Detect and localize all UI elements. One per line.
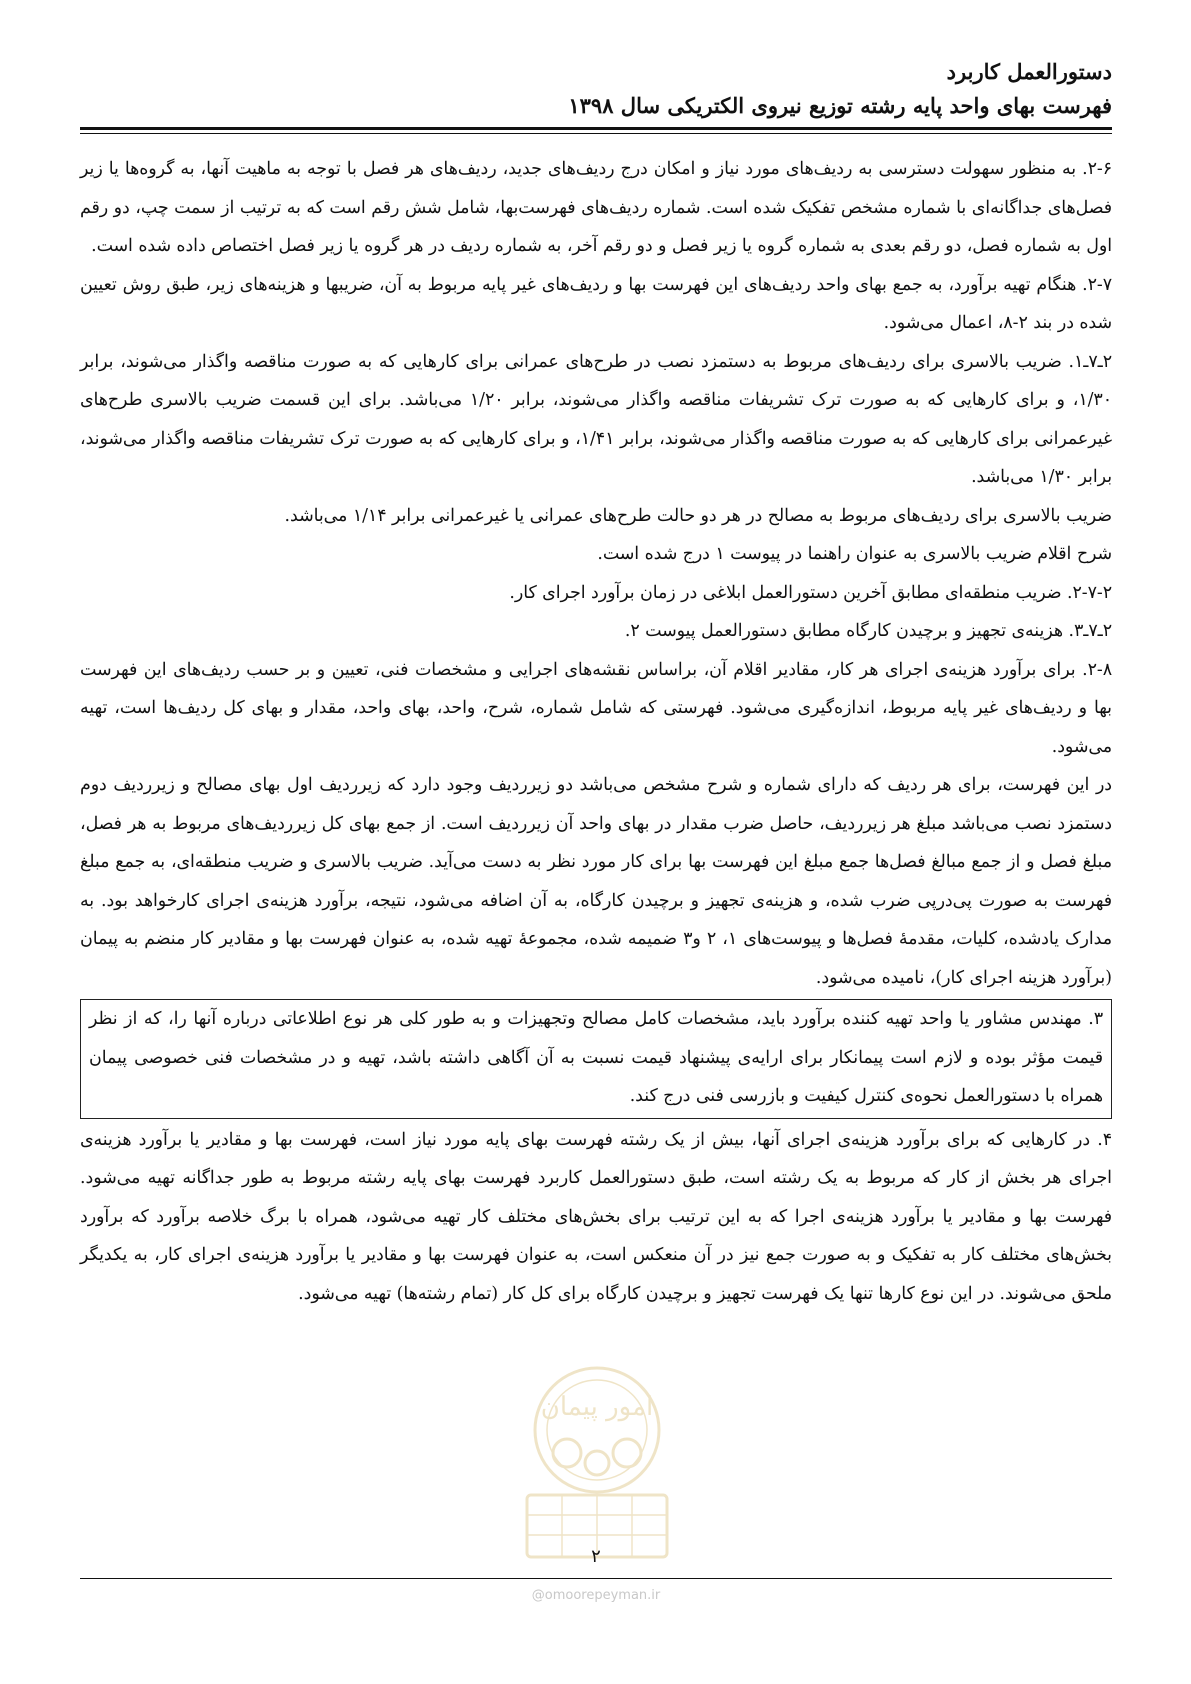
header-double-rule (80, 127, 1112, 134)
page-footer (80, 1546, 1112, 1603)
website-link[interactable]: @omoorepeyman.ir (531, 1588, 661, 1603)
footer-rule (80, 1578, 1112, 1579)
watermark-text: امور پیمان (540, 1392, 654, 1422)
paragraph-overhead-appendix: شرح اقلام ضریب بالاسری به عنوان راهنما در پیوست ۱ درج شده است. (597, 544, 1112, 564)
header-title: دستورالعمل کاربرد (946, 59, 1112, 84)
paragraph-2-7-2: ۲-۷-۲. ضریب منطقه‌ای مطابق آخرین دستورالعمل ابلاغی در زمان برآورد اجرای کار. (509, 582, 1112, 603)
page-header (80, 55, 1112, 123)
document-body (80, 150, 1112, 1313)
paragraph-2-7-1: ۲ـ۷ـ۱. ضریب بالاسری برای ردیف‌های مربوط به دستمزد نصب در طرح‌های عمرانی برای کارهایی که به صورت مناقصه واگذار می‌شوند، برابر ۱/۳۰، و برای کارهایی که به صورت ترک تشریفات مناقصه واگذار می‌شوند، برابر ۱/۲۰ می‌باشد. برای این قسمت ضریب بالاسری طرح‌های غیرعمرانی برای کارهایی که به صورت مناقصه واگذار می‌شوند، برابر ۱/۴۱، و برای کارهایی که به صورت ترک تشریفات مناقصه واگذار می‌شوند، برابر ۱/۳۰ می‌باشد. (80, 351, 1112, 487)
document-page (80, 55, 1112, 1635)
header-subtitle: فهرست بهای واحد پایه رشته توزیع نیروی الکتریکی سال ۱۳۹۸ (568, 93, 1112, 118)
paragraph-2-7: ۲-۷. هنگام تهیه برآورد، به جمع بهای واحد ردیف‌های این فهرست بها و ردیف‌های غیر پایه مربوط به آن، ضریبها و هزینه‌های زیر، طبق روش تعیین شده در بند ۲-۸، اعمال می‌شود. (80, 274, 1112, 333)
page-number: ۲ (591, 1546, 601, 1567)
paragraph-list-explanation: در این فهرست، برای هر ردیف که دارای شماره و شرح مشخص می‌باشد دو زیرردیف وجود دارد که زیرردیف اول بهای مصالح و زیرردیف دوم دستمزد نصب می‌باشد مبلغ هر زیرردیف، حاصل ضرب مقدار در بهای واحد آن زیرردیف است. از جمع بهای کل زیرردیف‌های مربوط به هر فصل، مبلغ فصل و از جمع مبالغ فصل‌ها جمع مبلغ این فهرست بها برای کار مورد نظر به دست می‌آید. ضریب بالاسری و ضریب منطقه‌ای، به جمع مبلغ فهرست به صورت پی‌درپی ضرب شده، و هزینه‌ی تجهیز و برچیدن کارگاه، به آن اضافه می‌شود، نتیجه، برآورد هزینه‌ی اجرای کارخواهد بود. به مدارک یادشده، کلیات، مقدمهٔ فصل‌ها و پیوست‌های ۱، ۲ و۳ ضمیمه شده، مجموعهٔ تهیه شده، به عنوان فهرست بها و مقادیر کار منضم به پیمان (برآورد هزینه اجرای کار)، نامیده می‌شود. (80, 775, 1112, 988)
paragraph-overhead-materials: ضریب بالاسری برای ردیف‌های مربوط به مصالح در هر دو حالت طرح‌های عمرانی یا غیرعمرانی برابر ۱/۱۴ می‌باشد. (284, 505, 1112, 526)
paragraph-4: ۴. در کارهایی که برای برآورد هزینه‌ی اجرای آنها، بیش از یک رشته فهرست بهای پایه مورد نیاز است، فهرست بها و مقادیر یا برآورد هزینه‌ی اجرای هر بخش از کار که مربوط به یک رشته است، طبق دستورالعمل کاربرد فهرست بهای پایه رشته مربوط به طور جداگانه تهیه می‌شود. فهرست بها و مقادیر یا برآورد هزینه‌ی اجرا که به این ترتیب برای بخش‌های مختلف کار تهیه می‌شود، همراه با برگ خلاصه برآورد که برآورد بخش‌های مختلف کار به تفکیک و به صورت جمع نیز در آن منعکس است، به عنوان فهرست بها و مقادیر یا برآورد هزینه‌ی اجرای کار، به یکدیگر ملحق می‌شوند. در این نوع کارها تنها یک فهرست تجهیز و برچیدن کارگاه برای کل کار (تمام رشته‌ها) تهیه می‌شود. (80, 1129, 1112, 1304)
paragraph-2-8: ۲-۸. برای برآورد هزینه‌ی اجرای هر کار، مقادیر اقلام آن، براساس نقشه‌های اجرایی و مشخصات فنی، تعیین و بر حسب ردیف‌های این فهرست بها و ردیف‌های غیر پایه مربوط، اندازه‌گیری می‌شود. فهرستی که شامل شماره، شرح، واحد، بهای واحد، مقدار و بهای کل ردیف‌ها است، تهیه می‌شود. (80, 659, 1112, 757)
paragraph-3-boxed: ۳. مهندس مشاور یا واحد تهیه کننده برآورد باید، مشخصات کامل مصالح وتجهیزات و به طور کلی هر نوع اطلاعاتی درباره آنها را، که از نظر قیمت مؤثر بوده و لازم است پیمانکار برای ارایه‌ی پیشنهاد قیمت نسبت به آن آگاهی داشته باشد، تهیه و در مشخصات فنی خصوصی پیمان همراه با دستورالعمل نحوه‌ی کنترل کیفیت و بازرسی فنی درج کند. (80, 999, 1112, 1119)
paragraph-2-6: ۲-۶. به منظور سهولت دسترسی به ردیف‌های مورد نیاز و امکان درج ردیف‌های جدید، ردیف‌های هر فصل با توجه به ماهیت آنها، به گروه‌ها یا زیر فصل‌های جداگانه‌ای با شماره مشخص تفکیک شده است. شماره ردیف‌های فهرست‌بها، شامل شش رقم است که به ترتیب از سمت چپ، دو رقم اول به شماره فصل، دو رقم بعدی به شماره گروه یا زیر فصل و دو رقم آخر، به شماره ردیف در هر گروه یا زیر فصل اختصاص داده شده است. (80, 159, 1112, 256)
paragraph-2-7-3: ۲ـ۷ـ۳. هزینه‌ی تجهیز و برچیدن کارگاه مطابق دستورالعمل پیوست ۲. (624, 621, 1112, 641)
